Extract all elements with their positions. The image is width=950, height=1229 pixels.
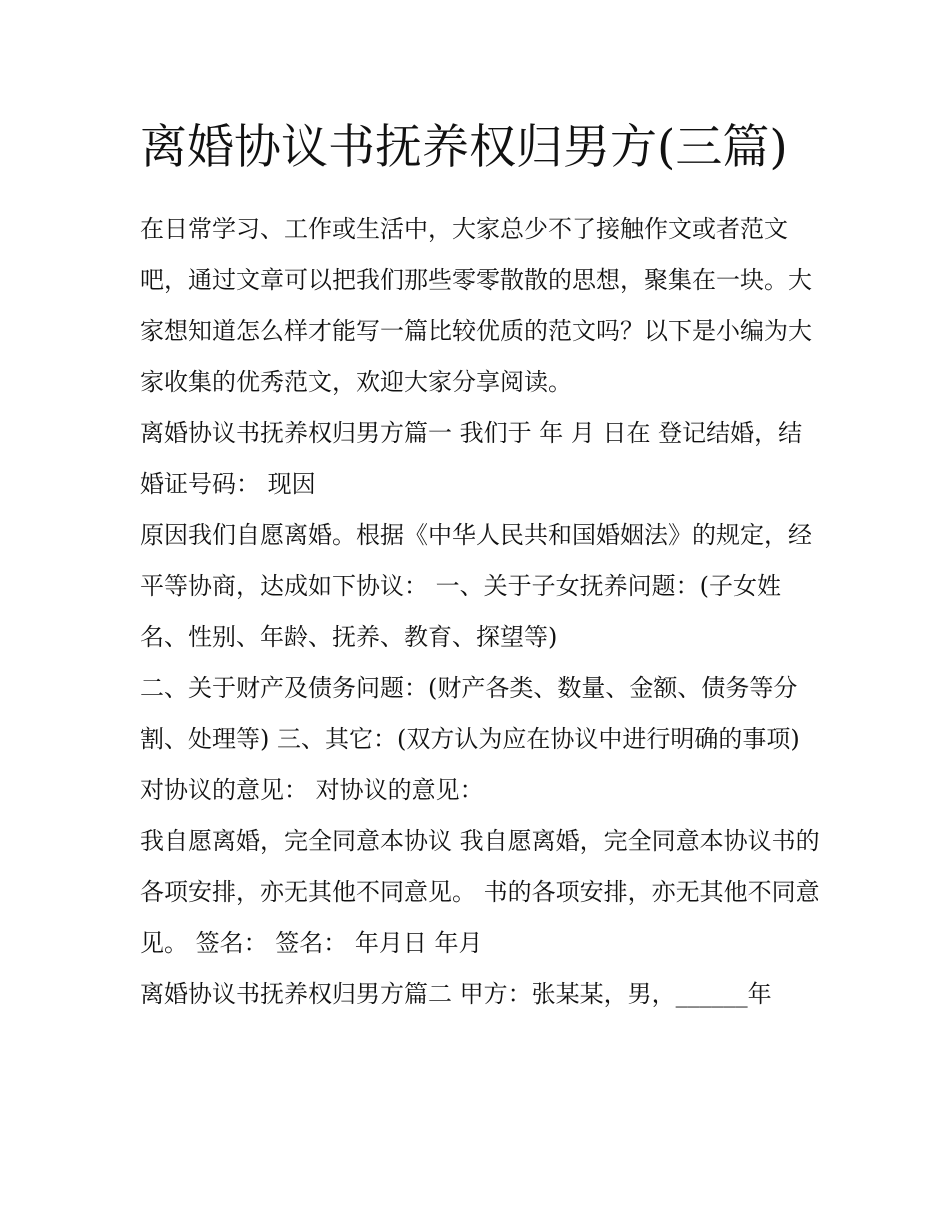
document-page	[140, 110, 820, 1020]
paragraph-part-two-header: 离婚协议书抚养权归男方篇二 甲方：张某某，男，______年	[140, 980, 772, 1008]
document-body	[140, 204, 820, 1020]
paragraph-signatures: 我自愿离婚，完全同意本协议 我自愿离婚，完全同意本协议书的各项安排，亦无其他不同意见。 书的各项安排，亦无其他不同意见。 签名： 签名： 年月日 年月	[140, 827, 820, 957]
paragraph-intro: 在日常学习、工作或生活中，大家总少不了接触作文或者范文吧，通过文章可以把我们那些零零散散的思想，聚集在一块。大家想知道怎么样才能写一篇比较优质的范文吗？以下是小编为大家收集的优秀范文，欢迎大家分享阅读。	[140, 215, 812, 396]
document-title: 离婚协议书抚养权归男方(三篇)	[140, 120, 788, 175]
paragraph-property-debt: 二、关于财产及债务问题：(财产各类、数量、金额、债务等分割、处理等) 三、其它：(双方认为应在协议中进行明确的事项) 对协议的意见： 对协议的意见：	[140, 674, 808, 804]
paragraph-part-one-header: 离婚协议书抚养权归男方篇一 我们于 年 月 日在 登记结婚，结婚证号码： 现因	[140, 419, 803, 498]
paragraph-agreement-child: 原因我们自愿离婚。根据《中华人民共和国婚姻法》的规定，经平等协商，达成如下协议： 一、关于子女抚养问题：(子女姓名、性别、年龄、抚养、教育、探望等)	[140, 521, 812, 651]
